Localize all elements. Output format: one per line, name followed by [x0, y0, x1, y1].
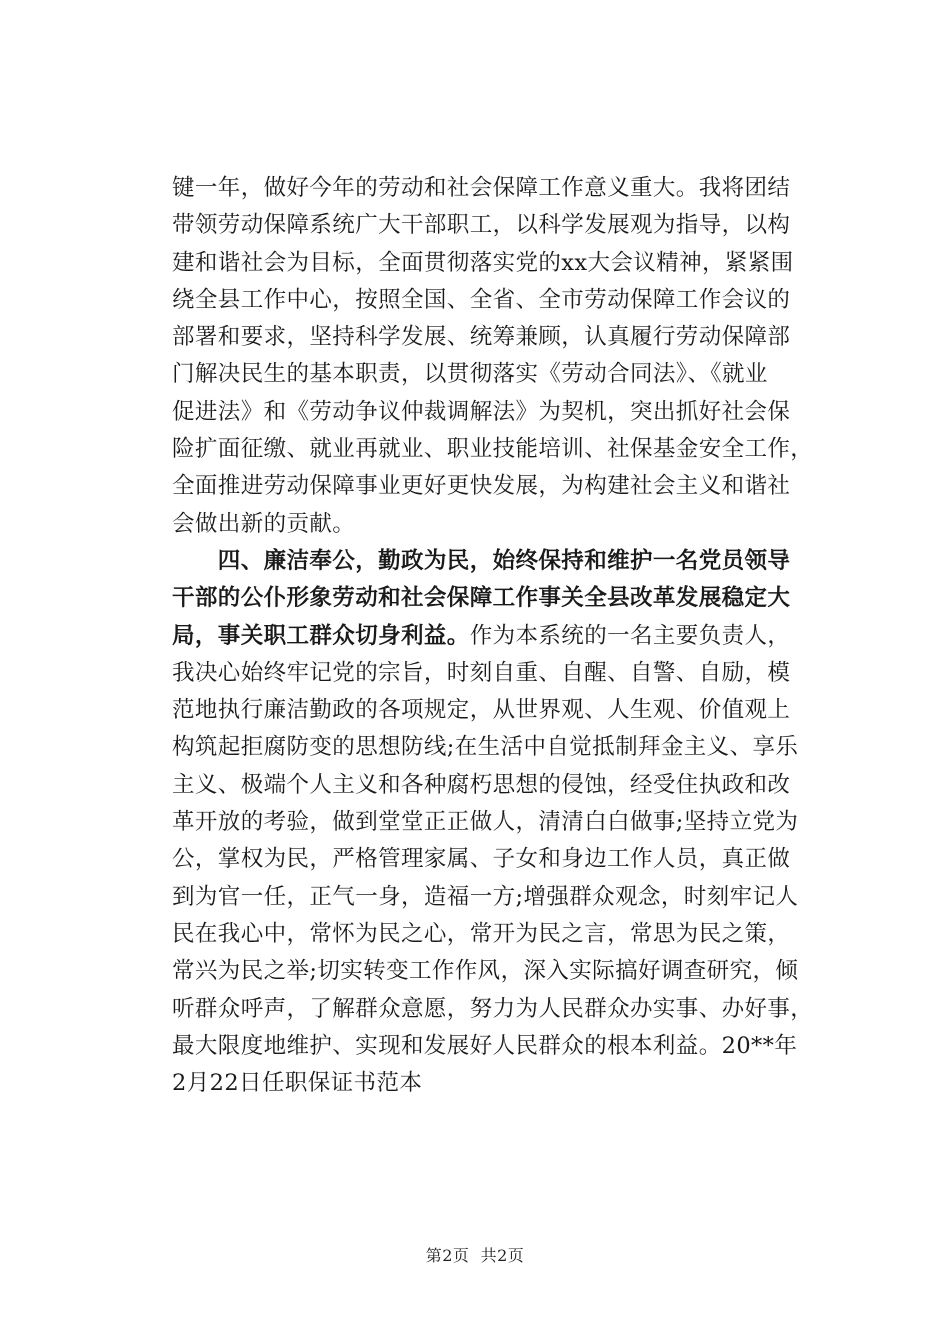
- text-line: 门解决民生的基本职责，以贯彻落实《劳动合同法》、《就业: [172, 361, 768, 388]
- text-line: 主义、极端个人主义和各种腐朽思想的侵蚀，经受住执政和改: [172, 771, 791, 798]
- text-line: 2月22日任职保证书范本: [172, 1070, 423, 1097]
- text-line: 到为官一任，正气一身，造福一方;增强群众观念，时刻牢记人: [172, 883, 799, 910]
- text-line: 范地执行廉洁勤政的各项规定，从世界观、人生观、价值观上: [172, 697, 791, 724]
- text-line: 绕全县工作中心，按照全国、全省、全市劳动保障工作会议的: [172, 286, 791, 313]
- text-line: 建和谐社会为目标，全面贯彻落实党的xx大会议精神，紧紧围: [172, 249, 794, 276]
- text-line: [172, 618, 852, 655]
- section-heading-end: 局，事关职工群众切身利益。: [172, 622, 470, 649]
- text-line: 公，掌权为民，严格管理家属、子女和身边工作人员，真正做: [172, 846, 791, 873]
- page-footer: 第2页 共2页: [425, 1246, 525, 1265]
- text-line: 构筑起拒腐防变的思想防线;在生活中自觉抵制拜金主义、享乐: [172, 734, 799, 761]
- text-line: 部署和要求，坚持科学发展、统筹兼顾，认真履行劳动保障部: [172, 324, 791, 351]
- text-line: 全面推进劳动保障事业更好更快发展，为构建社会主义和谐社: [172, 473, 791, 500]
- text-line: 带领劳动保障系统广大干部职工，以科学发展观为指导，以构: [172, 212, 791, 239]
- text-segment: 作为本系统的一名主要负责人，: [469, 622, 791, 649]
- text-line: 民在我心中，常怀为民之心，常开为民之言，常思为民之策，: [172, 920, 791, 947]
- text-line: 会做出新的贡献。: [172, 510, 356, 537]
- section-heading-line: 干部的公仆形象劳动和社会保障工作事关全县改革发展稳定大: [172, 585, 791, 612]
- body-text: [172, 170, 852, 1102]
- section-heading-line: 四、廉洁奉公，勤政为民，始终保持和维护一名党员领导: [172, 547, 791, 574]
- paragraph-1: [172, 170, 852, 543]
- text-line: 听群众呼声，了解群众意愿，努力为人民群众办实事、办好事，: [172, 995, 814, 1022]
- text-line: 键一年，做好今年的劳动和社会保障工作意义重大。我将团结: [172, 175, 791, 201]
- text-line: 最大限度地维护、实现和发展好人民群众的根本利益。20**年: [172, 1032, 798, 1059]
- paragraph-2: [172, 543, 852, 1102]
- text-line: 促进法》和《劳动争议仲裁调解法》为契机，突出抓好社会保: [172, 398, 791, 425]
- text-line: 常兴为民之举;切实转变工作作风，深入实际搞好调查研究，倾: [172, 958, 799, 985]
- text-line: 险扩面征缴、就业再就业、职业技能培训、社保基金安全工作，: [172, 436, 814, 463]
- text-line: 革开放的考验，做到堂堂正正做人，清清白白做事;坚持立党为: [172, 809, 799, 836]
- text-line: 我决心始终牢记党的宗旨，时刻自重、自醒、自警、自励，模: [172, 659, 791, 686]
